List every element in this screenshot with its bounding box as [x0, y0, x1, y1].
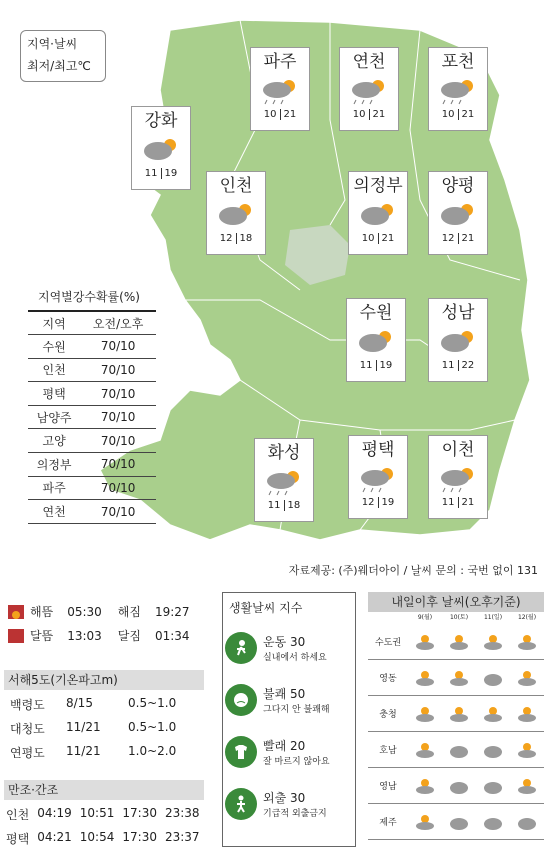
moonrise-time: 13:03 — [67, 629, 102, 643]
city-temps: 10 21 — [441, 109, 475, 120]
forecast-row — [368, 660, 544, 696]
map-legend — [20, 30, 106, 82]
sunset-label: 해짐 — [117, 605, 141, 619]
sunrise-label: 해뜸 — [30, 605, 54, 619]
table-cell: 70/10 — [80, 476, 156, 500]
life-item-desc: 실내에서 하세요 — [263, 653, 327, 663]
city-yangpyeong — [428, 171, 488, 255]
table-header-row — [28, 311, 156, 335]
city-temps: 12 19 — [361, 497, 395, 508]
cloud-sun-icon — [353, 325, 399, 357]
life-item-desc: 잘 마르지 않아요 — [263, 757, 330, 767]
sun-moon-times — [8, 600, 208, 648]
table-cell: 의정부 — [28, 453, 80, 477]
table-row — [28, 358, 156, 382]
city-icheon — [428, 435, 488, 519]
forecast-region: 영동 — [379, 674, 397, 684]
list-item — [223, 674, 355, 726]
table-row — [28, 476, 156, 500]
forecast-row — [368, 696, 544, 732]
moonset-label: 달짐 — [117, 629, 141, 643]
cloud-icon — [442, 813, 476, 831]
city-temps: 10 21 — [352, 109, 386, 120]
table-cell: 70/10 — [80, 405, 156, 429]
table-cell: 70/10 — [80, 382, 156, 406]
forecast-region: 제주 — [379, 818, 397, 828]
city-temps: 11 21 — [441, 497, 475, 508]
laundry-icon — [225, 736, 257, 768]
table-cell: 70/10 — [80, 429, 156, 453]
table-cell: 남양주 — [28, 405, 80, 429]
city-name: 이천 — [441, 440, 475, 460]
table-row — [28, 382, 156, 406]
sun-cloud-icon — [408, 669, 442, 687]
table-row: 백령도 8/15 0.5~1.0 — [10, 696, 177, 712]
sun-cloud-icon — [408, 705, 442, 723]
cloud-rain-sun-icon — [435, 74, 481, 106]
moon-row — [8, 624, 208, 648]
forecast-day: 10(토) — [449, 614, 469, 621]
city-seongnam — [428, 298, 488, 382]
tide-title: 만조·간조 — [4, 780, 204, 800]
list-item — [223, 726, 355, 778]
table-row — [28, 405, 156, 429]
life-item-name: 불쾌 50 — [263, 687, 306, 701]
table-cell: 파주 — [28, 476, 80, 500]
city-temps: 11 19 — [144, 168, 178, 179]
forecast-region: 호남 — [379, 746, 397, 756]
cloud-rain-sun-icon — [261, 465, 307, 497]
city-name: 의정부 — [353, 176, 403, 196]
cloud-sun-icon — [435, 325, 481, 357]
forecast-region: 영남 — [379, 782, 397, 792]
city-pyeongtaek — [348, 435, 408, 519]
city-yeoncheon — [339, 47, 399, 131]
city-ganghwa — [131, 106, 191, 190]
life-item-name: 운동 30 — [263, 635, 306, 649]
forecast-day: 9(월) — [417, 614, 433, 621]
forecast-rows — [368, 624, 544, 840]
table-row: 인천 04:19 10:51 17:30 23:38 — [6, 806, 200, 822]
running-icon — [225, 632, 257, 664]
table-row: 연평도 11/21 1.0~2.0 — [10, 744, 177, 760]
rain-prob-table — [28, 310, 156, 524]
table-row: 대청도 11/21 0.5~1.0 — [10, 720, 177, 736]
city-temps: 10 21 — [361, 233, 395, 244]
data-source: 자료제공: (주)웨더아이 / 날씨 문의 : 국번 없이 131 — [288, 564, 538, 577]
list-item — [223, 622, 355, 674]
sun-cloud-icon — [408, 633, 442, 651]
city-temps: 12 21 — [441, 233, 475, 244]
list-item — [223, 778, 355, 830]
cloud-rain-sun-icon — [355, 462, 401, 494]
city-suwon — [346, 298, 406, 382]
sunrise-icon — [8, 605, 24, 619]
city-name: 화성 — [267, 443, 301, 463]
table-cell: 연천 — [28, 500, 80, 524]
sunrise-time: 05:30 — [67, 605, 102, 619]
city-name: 양평 — [441, 176, 475, 196]
city-temps: 12 18 — [219, 233, 253, 244]
city-uijeongbu — [348, 171, 408, 255]
forecast-title: 내일이후 날씨(오후기준) — [368, 592, 544, 612]
city-name: 평택 — [361, 440, 395, 460]
table-cell: 인천 — [28, 358, 80, 382]
forecast-day: 11(일) — [483, 614, 503, 621]
life-item-desc: 그다지 안 불쾌해 — [263, 705, 330, 715]
table-header-cell: 오전/오후 — [80, 311, 156, 335]
table-cell: 70/10 — [80, 358, 156, 382]
sun-cloud-icon — [442, 669, 476, 687]
city-pocheon — [428, 47, 488, 131]
sun-cloud-icon — [510, 669, 544, 687]
city-name: 인천 — [219, 176, 253, 196]
table-row: 평택 04:21 10:54 17:30 23:37 — [6, 830, 200, 846]
cloud-icon — [476, 741, 510, 759]
cloud-sun-icon — [213, 198, 259, 230]
sun-cloud-icon — [476, 633, 510, 651]
rain-prob-title: 지역별강수확률(%) — [38, 290, 140, 304]
cloud-icon — [476, 813, 510, 831]
sea-title: 서해5도(기온파고m) — [4, 670, 204, 690]
sun-cloud-icon — [408, 741, 442, 759]
table-cell: 수원 — [28, 335, 80, 359]
legend-line-region: 지역·날씨 — [27, 37, 78, 51]
city-name: 연천 — [352, 52, 386, 72]
table-row — [28, 429, 156, 453]
forecast-region: 수도권 — [374, 638, 402, 648]
sun-cloud-icon — [476, 705, 510, 723]
sunset-time: 19:27 — [154, 605, 190, 619]
city-temps: 11 22 — [441, 360, 475, 371]
table-row — [28, 335, 156, 359]
sun-cloud-icon — [442, 633, 476, 651]
cloud-rain-sun-icon — [435, 462, 481, 494]
sun-cloud-icon — [408, 813, 442, 831]
sun-cloud-icon — [510, 741, 544, 759]
sun-cloud-icon — [510, 633, 544, 651]
forecast-row — [368, 804, 544, 840]
forecast-row — [368, 732, 544, 768]
city-name: 포천 — [441, 52, 475, 72]
city-incheon — [206, 171, 266, 255]
life-index-panel — [222, 592, 356, 847]
cloud-icon — [442, 777, 476, 795]
city-temps: 11 19 — [359, 360, 393, 371]
table-cell: 고양 — [28, 429, 80, 453]
moonrise-label: 달뜸 — [30, 629, 54, 643]
city-name: 파주 — [263, 52, 297, 72]
forecast-region: 충청 — [379, 710, 397, 720]
city-name: 강화 — [144, 111, 178, 131]
sun-cloud-icon — [442, 705, 476, 723]
city-temps: 11 18 — [267, 500, 301, 511]
sun-cloud-icon — [408, 777, 442, 795]
city-name: 성남 — [441, 303, 475, 323]
cloud-icon — [476, 669, 510, 687]
cloud-icon — [442, 741, 476, 759]
table-cell: 70/10 — [80, 335, 156, 359]
life-item-name: 빨래 20 — [263, 739, 306, 753]
sun-row — [8, 600, 208, 624]
table-row — [28, 453, 156, 477]
cloud-sun-icon — [138, 133, 184, 165]
city-paju — [250, 47, 310, 131]
forecast-row — [368, 768, 544, 804]
moonset-time: 01:34 — [154, 629, 190, 643]
cloud-rain-sun-icon — [346, 74, 392, 106]
legend-line-temp: 최저/최고℃ — [27, 59, 91, 73]
table-header-cell: 지역 — [28, 311, 80, 335]
sun-cloud-icon — [510, 777, 544, 795]
table-cell: 70/10 — [80, 453, 156, 477]
moonrise-icon — [8, 629, 24, 643]
outing-icon — [225, 788, 257, 820]
forecast-row — [368, 624, 544, 660]
table-cell: 70/10 — [80, 500, 156, 524]
forecast-day: 12(월) — [517, 614, 537, 621]
cloud-sun-icon — [435, 198, 481, 230]
future-forecast-panel — [368, 592, 544, 840]
discomfort-icon — [225, 684, 257, 716]
cloud-rain-sun-icon — [257, 74, 303, 106]
life-item-name: 외출 30 — [263, 791, 306, 805]
cloud-icon — [510, 813, 544, 831]
table-cell: 평택 — [28, 382, 80, 406]
life-index-title: 생활날씨 지수 — [229, 601, 303, 615]
table-row — [28, 500, 156, 524]
forecast-days — [368, 612, 544, 624]
cloud-sun-icon — [355, 198, 401, 230]
cloud-icon — [476, 777, 510, 795]
life-item-desc: 기급적 외출금지 — [263, 809, 327, 819]
sun-cloud-icon — [510, 705, 544, 723]
city-temps: 10 21 — [263, 109, 297, 120]
city-hwaseong — [254, 438, 314, 522]
city-name: 수원 — [359, 303, 393, 323]
